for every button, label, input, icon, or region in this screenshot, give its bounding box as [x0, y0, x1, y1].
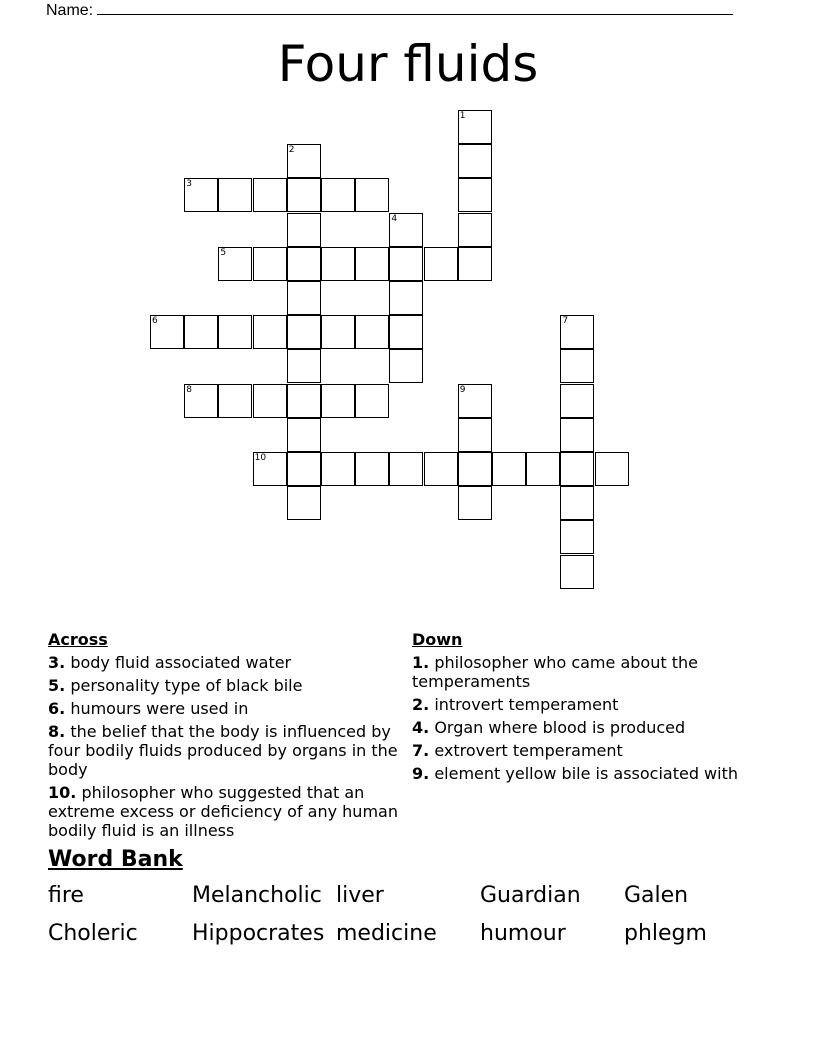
down-heading: Down	[412, 630, 463, 649]
crossword-cell[interactable]	[287, 178, 321, 212]
crossword-cell[interactable]	[492, 452, 526, 486]
clue-number-label: 6	[152, 316, 158, 327]
crossword-cell[interactable]	[458, 178, 492, 212]
crossword-cell[interactable]	[355, 452, 389, 486]
word-bank-title: Word Bank	[48, 847, 183, 872]
crossword-cell[interactable]	[560, 452, 594, 486]
crossword-cell[interactable]	[424, 247, 458, 281]
crossword-cell[interactable]	[389, 213, 423, 247]
crossword-cell[interactable]	[560, 349, 594, 383]
crossword-cell[interactable]	[184, 178, 218, 212]
name-label: Name:	[46, 2, 94, 19]
across-clue-3: 3. body fluid associated water	[48, 653, 292, 672]
crossword-cell[interactable]	[560, 315, 594, 349]
down-clue-4: 4. Organ where blood is produced	[412, 718, 686, 737]
crossword-cell[interactable]	[458, 452, 492, 486]
crossword-cell[interactable]	[355, 247, 389, 281]
crossword-cell[interactable]	[389, 349, 423, 383]
across-clue-10: 10. philosopher who suggested that an extreme excess or deficiency of any human bodily fluid is an illness	[48, 783, 398, 840]
crossword-cell[interactable]	[287, 315, 321, 349]
crossword-cell[interactable]	[560, 418, 594, 452]
word-bank-item: Melancholic	[192, 883, 322, 908]
crossword-cell[interactable]	[287, 486, 321, 520]
crossword-cell[interactable]	[253, 384, 287, 418]
crossword-cell[interactable]	[218, 247, 252, 281]
clue-number-label: 10	[254, 453, 267, 463]
page-title: Four fluids	[277, 35, 539, 93]
clue-number-label: 5	[220, 247, 227, 258]
crossword-cell[interactable]	[595, 452, 629, 486]
crossword-cell[interactable]	[458, 247, 492, 281]
crossword-cell[interactable]	[560, 384, 594, 418]
crossword-cell[interactable]	[287, 247, 321, 281]
word-bank-item: humour	[480, 921, 566, 946]
word-bank-item: Galen	[624, 883, 689, 908]
crossword-cell[interactable]	[321, 178, 355, 212]
clue-number-label: 8	[186, 384, 192, 395]
crossword-cell[interactable]	[355, 315, 389, 349]
clue-number-label: 1	[459, 111, 466, 121]
word-bank-item: medicine	[336, 921, 437, 946]
down-clue-2: 2. introvert temperament	[412, 695, 619, 714]
word-bank-item: fire	[48, 883, 84, 908]
across-clue-6: 6. humours were used in	[48, 699, 249, 718]
crossword-cell[interactable]	[287, 452, 321, 486]
crossword-cell[interactable]	[321, 452, 355, 486]
crossword-cell[interactable]	[184, 384, 218, 418]
crossword-cell[interactable]	[287, 418, 321, 452]
crossword-cell[interactable]	[560, 520, 594, 554]
crossword-cell[interactable]	[458, 486, 492, 520]
clue-number-label: 4	[391, 213, 398, 224]
crossword-cell[interactable]	[218, 315, 252, 349]
crossword-cell[interactable]	[389, 452, 423, 486]
crossword-cell[interactable]	[218, 178, 252, 212]
crossword-cell[interactable]	[389, 281, 423, 315]
crossword-cell[interactable]	[253, 178, 287, 212]
clue-number-label: 3	[186, 179, 192, 190]
clue-number-label: 9	[459, 384, 466, 395]
down-clue-7: 7. extrovert temperament	[412, 741, 623, 760]
crossword-cell[interactable]	[321, 384, 355, 418]
crossword-cell[interactable]	[253, 452, 287, 486]
crossword-cell[interactable]	[287, 144, 321, 178]
crossword-cell[interactable]	[150, 315, 184, 349]
crossword-cell[interactable]	[218, 384, 252, 418]
crossword-cell[interactable]	[287, 213, 321, 247]
crossword-cell[interactable]	[287, 384, 321, 418]
word-bank-item: Hippocrates	[192, 921, 325, 946]
down-clues	[412, 630, 772, 787]
down-clue-1: 1. philosopher who came about the temperaments	[412, 653, 698, 691]
across-heading: Across	[48, 630, 108, 649]
clue-number-label: 7	[562, 316, 569, 327]
across-clues	[48, 630, 410, 844]
crossword-cell[interactable]	[253, 247, 287, 281]
word-bank-item: Guardian	[480, 883, 581, 908]
crossword-cell[interactable]	[321, 247, 355, 281]
crossword-cell[interactable]	[458, 110, 492, 144]
crossword-cell[interactable]	[458, 144, 492, 178]
down-clue-9: 9. element yellow bile is associated with	[412, 764, 738, 783]
crossword-cell[interactable]	[458, 213, 492, 247]
crossword-cell[interactable]	[424, 452, 458, 486]
crossword-cell[interactable]	[253, 315, 287, 349]
crossword-cell[interactable]	[287, 281, 321, 315]
word-bank-item: phlegm	[624, 921, 707, 946]
crossword-cell[interactable]	[560, 486, 594, 520]
word-bank-item: liver	[336, 883, 384, 908]
crossword-cell[interactable]	[321, 315, 355, 349]
word-bank-item: Choleric	[48, 921, 138, 946]
crossword-cell[interactable]	[184, 315, 218, 349]
crossword-cell[interactable]	[355, 178, 389, 212]
crossword-cell[interactable]	[458, 384, 492, 418]
across-clue-8: 8. the belief that the body is influenced by four bodily fluids produced by organs in the body	[48, 722, 398, 779]
across-clue-5: 5. personality type of black bile	[48, 676, 303, 695]
crossword-cell[interactable]	[560, 555, 594, 589]
clue-number-label: 2	[288, 145, 295, 156]
crossword-cell[interactable]	[526, 452, 560, 486]
crossword-cell[interactable]	[355, 384, 389, 418]
crossword-cell[interactable]	[287, 349, 321, 383]
crossword-cell[interactable]	[389, 247, 423, 281]
crossword-cell[interactable]	[458, 418, 492, 452]
crossword-cell[interactable]	[389, 315, 423, 349]
